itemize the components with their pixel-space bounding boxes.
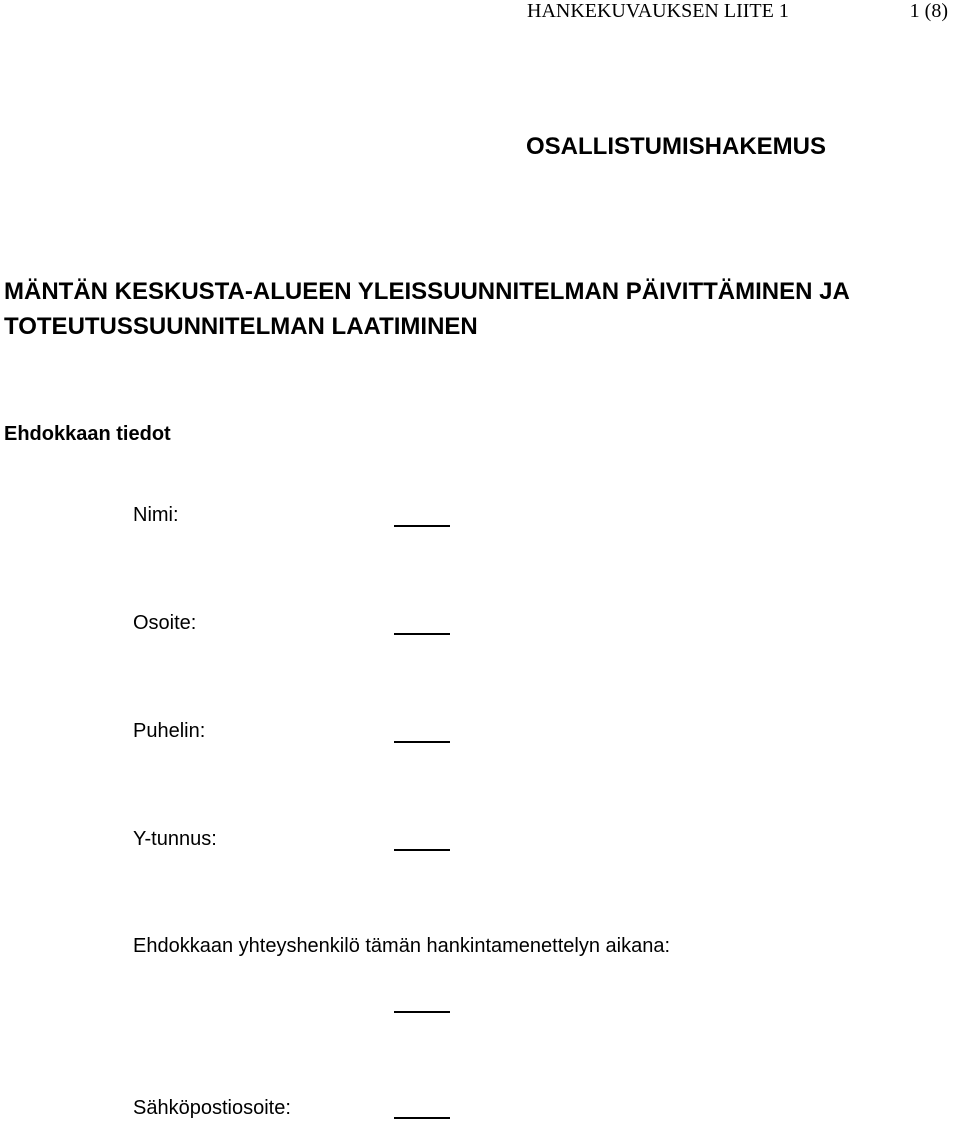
email-label: Sähköpostiosoite: [133,1097,291,1119]
name-label: Nimi: [133,504,179,526]
phone-blank-field[interactable] [394,741,450,743]
business-id-label: Y-tunnus: [133,828,217,850]
address-label: Osoite: [133,612,197,634]
contact-person-label: Ehdokkaan yhteyshenkilö tämän hankintamenettelyn aikana: [133,935,671,957]
header-page-number: 1 (8) [909,0,948,22]
email-blank-field[interactable] [394,1117,450,1119]
header-document-label: HANKEKUVAUKSEN LIITE 1 [527,0,789,22]
phone-label: Puhelin: [133,720,206,742]
form-title: OSALLISTUMISHAKEMUS [526,133,826,160]
section-heading: Ehdokkaan tiedot [4,423,171,445]
contact-person-blank-field[interactable] [394,1011,450,1013]
business-id-blank-field[interactable] [394,849,450,851]
address-blank-field[interactable] [394,633,450,635]
project-title: MÄNTÄN KESKUSTA-ALUEEN YLEISSUUNNITELMAN PÄIVITTÄMINEN JA TOTEUTUSSUUNNITELMAN LAATIMINEN [4,278,849,340]
name-blank-field[interactable] [394,525,450,527]
